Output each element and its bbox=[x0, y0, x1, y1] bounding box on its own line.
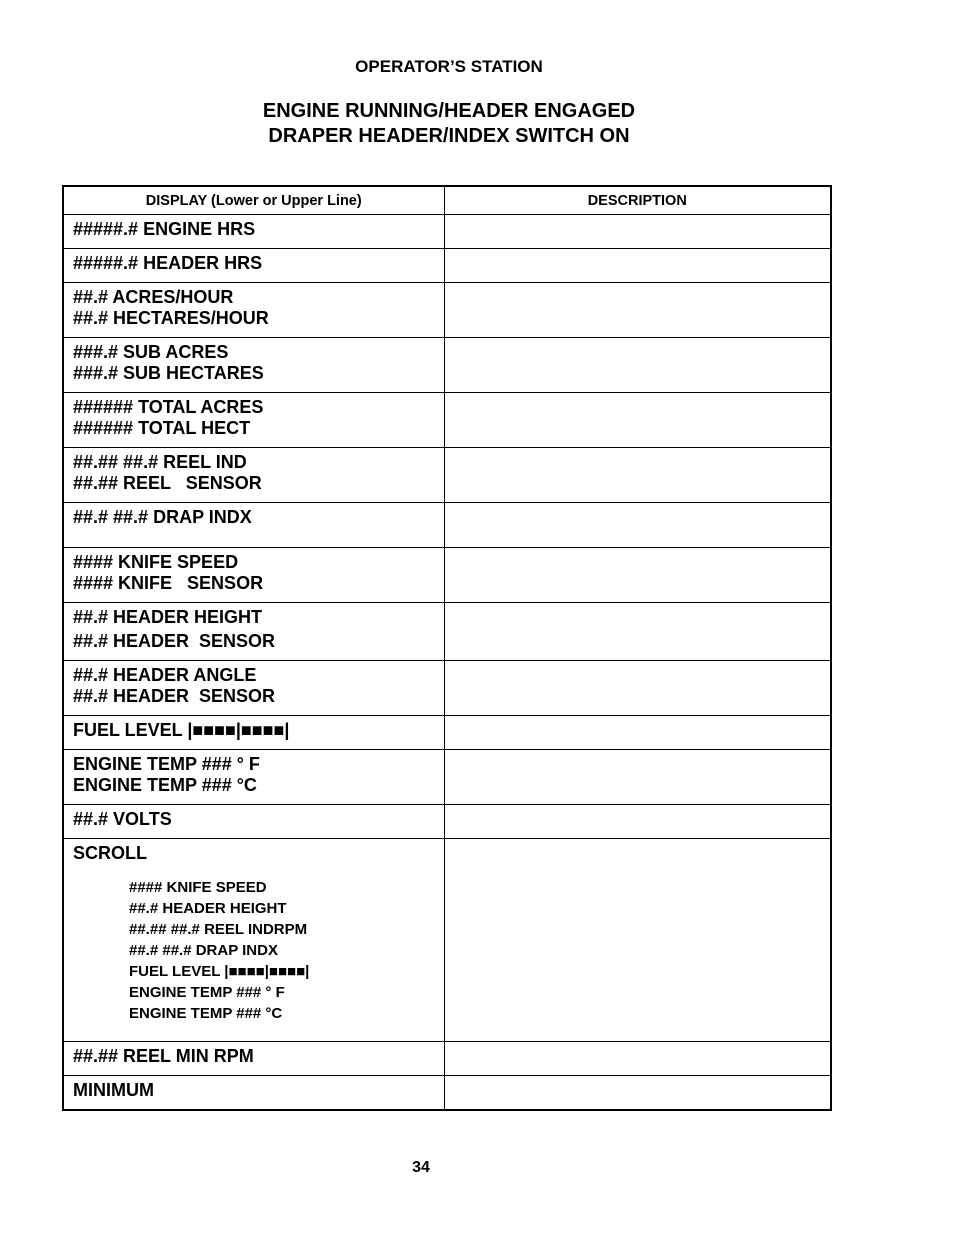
description-cell bbox=[444, 215, 831, 249]
display-text: ##.## ##.# REEL IND bbox=[73, 452, 247, 472]
description-cell bbox=[444, 661, 831, 716]
table-row bbox=[63, 503, 831, 548]
description-cell bbox=[444, 603, 831, 661]
title-line-1: ENGINE RUNNING/HEADER ENGAGED bbox=[262, 100, 636, 122]
display-text: SCROLL bbox=[73, 843, 147, 863]
description-cell bbox=[444, 750, 831, 805]
scroll-item: ##.# HEADER HEIGHT bbox=[129, 900, 287, 917]
display-text: ##.# ACRES/HOUR bbox=[73, 287, 234, 307]
description-cell bbox=[444, 393, 831, 448]
display-text: #### KNIFE SENSOR bbox=[73, 573, 264, 593]
display-text: ##.# HEADER ANGLE bbox=[73, 665, 257, 685]
description-cell bbox=[444, 805, 831, 839]
display-cell bbox=[63, 448, 444, 503]
display-text: #### KNIFE SPEED bbox=[73, 552, 239, 572]
table-row bbox=[63, 805, 831, 839]
display-text: ENGINE TEMP ### °C bbox=[73, 775, 257, 795]
display-text: #####.# HEADER HRS bbox=[73, 253, 263, 273]
description-cell bbox=[444, 716, 831, 750]
description-cell bbox=[444, 283, 831, 338]
scroll-item: ##.## ##.# REEL INDRPM bbox=[129, 921, 308, 938]
display-text: ###### TOTAL HECT bbox=[73, 418, 251, 438]
display-text: ##.# HECTARES/HOUR bbox=[73, 308, 269, 328]
scroll-item: #### KNIFE SPEED bbox=[129, 879, 267, 896]
section-title: OPERATOR’S STATION bbox=[355, 57, 543, 76]
description-cell bbox=[444, 839, 831, 1042]
description-cell bbox=[444, 1076, 831, 1111]
description-cell bbox=[444, 1042, 831, 1076]
display-table bbox=[62, 185, 832, 1111]
scroll-item: ENGINE TEMP ### ° F bbox=[129, 984, 285, 1001]
display-cell bbox=[63, 750, 444, 805]
table-row bbox=[63, 283, 831, 338]
display-text: ##.# HEADER HEIGHT bbox=[73, 607, 263, 627]
display-text: MINIMUM bbox=[73, 1080, 154, 1100]
display-cell bbox=[63, 283, 444, 338]
scroll-list bbox=[73, 877, 444, 1024]
display-cell bbox=[63, 661, 444, 716]
scroll-item: ##.# ##.# DRAP INDX bbox=[129, 942, 278, 959]
display-cell bbox=[63, 393, 444, 448]
display-cell bbox=[63, 548, 444, 603]
column-header-description: DESCRIPTION bbox=[444, 186, 831, 215]
display-cell bbox=[63, 603, 444, 661]
display-text: ##.## REEL MIN RPM bbox=[73, 1046, 254, 1066]
display-text: ##.# VOLTS bbox=[73, 809, 172, 829]
table-row bbox=[63, 1076, 831, 1111]
display-text: ###.# SUB HECTARES bbox=[73, 363, 264, 383]
description-cell bbox=[444, 249, 831, 283]
display-cell bbox=[63, 503, 444, 548]
display-text: ##.## REEL SENSOR bbox=[73, 473, 262, 493]
table-row bbox=[63, 716, 831, 750]
display-text: ##.# ##.# DRAP INDX bbox=[73, 507, 252, 527]
display-cell bbox=[63, 1042, 444, 1076]
scroll-item: FUEL LEVEL |■■■■|■■■■| bbox=[129, 963, 310, 980]
display-text: ##.# HEADER SENSOR bbox=[73, 686, 276, 706]
scroll-item: ENGINE TEMP ### °C bbox=[129, 1005, 283, 1022]
table-row bbox=[63, 338, 831, 393]
description-cell bbox=[444, 448, 831, 503]
table-row bbox=[63, 603, 831, 661]
display-cell bbox=[63, 805, 444, 839]
display-text: #####.# ENGINE HRS bbox=[73, 219, 256, 239]
table-row bbox=[63, 839, 831, 1042]
display-text: ###.# SUB ACRES bbox=[73, 342, 229, 362]
page-number: 34 bbox=[412, 1159, 430, 1176]
table-row bbox=[63, 548, 831, 603]
table-row bbox=[63, 661, 831, 716]
description-cell bbox=[444, 338, 831, 393]
table-row bbox=[63, 1042, 831, 1076]
table-row bbox=[63, 215, 831, 249]
table-row bbox=[63, 448, 831, 503]
description-cell bbox=[444, 503, 831, 548]
table-row bbox=[63, 750, 831, 805]
display-cell bbox=[63, 249, 444, 283]
display-text: FUEL LEVEL |■■■■|■■■■| bbox=[73, 720, 290, 740]
page-title bbox=[0, 99, 898, 149]
title-line-2: DRAPER HEADER/INDEX SWITCH ON bbox=[268, 125, 630, 147]
display-cell bbox=[63, 215, 444, 249]
table-row bbox=[63, 393, 831, 448]
column-header-display: DISPLAY (Lower or Upper Line) bbox=[63, 186, 444, 215]
display-text: ###### TOTAL ACRES bbox=[73, 397, 264, 417]
description-cell bbox=[444, 548, 831, 603]
display-cell bbox=[63, 1076, 444, 1111]
display-text: ##.# HEADER SENSOR bbox=[73, 631, 276, 651]
table-row bbox=[63, 249, 831, 283]
display-text: ENGINE TEMP ### ° F bbox=[73, 754, 260, 774]
display-cell bbox=[63, 716, 444, 750]
display-cell bbox=[63, 839, 444, 1042]
display-cell bbox=[63, 338, 444, 393]
